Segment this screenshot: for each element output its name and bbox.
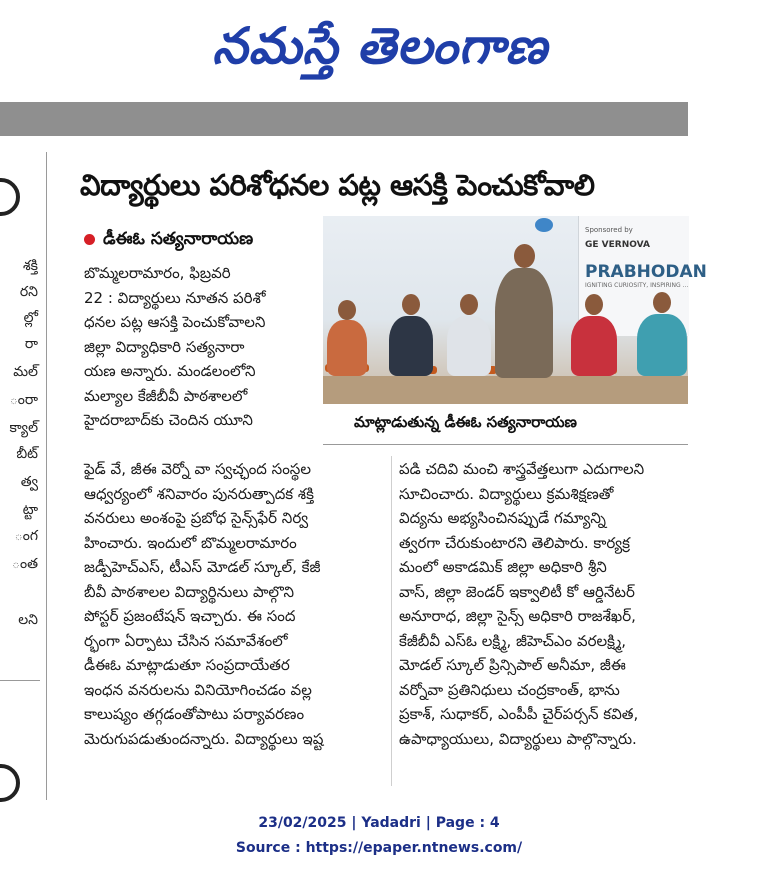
adjacent-text-fragment: ంరా [9, 392, 38, 408]
person-head [460, 294, 478, 315]
text-line: కాలుష్యం తగ్గడంతోపాటు పర్యావరణం [84, 705, 305, 723]
section-header-bar [0, 102, 688, 136]
text-line: త్వరగా చేరుకుంటారని తెలిపారు. కార్యక్ర [399, 533, 630, 552]
text-line: హైదరాబాద్‌కు చెందిన యూని [84, 411, 253, 429]
text-line: పడి చదివి మంచి శాస్త్రవేత్తలుగా ఎదుగాలని [399, 460, 645, 478]
text-line: మోడల్ స్కూల్ ప్రిన్సిపాల్ అనీమా, జీఈ [399, 656, 626, 674]
banner-sponsor-label: Sponsored by [585, 226, 633, 234]
adjacent-text-fragment: ట్టా [22, 502, 38, 518]
text-line: ఆధ్వర్యంలో శనివారం పునరుత్పాదక శక్తి [84, 484, 314, 503]
text-line: ధనల పట్ల ఆసక్తి పెంచుకోవాలని [84, 313, 266, 331]
text-line: జిల్లా విద్యాధికారి సత్యనారా [84, 337, 245, 356]
text-line: హించారు. ఇందులో బొమ్మలరామారం [84, 533, 297, 552]
article-column-2 [399, 457, 689, 751]
adjacent-text-fragment: బీట్ [16, 446, 38, 462]
person [389, 316, 433, 376]
adjacent-column-divider [0, 680, 40, 681]
byline-text: డీఈఓ సత్యనారాయణ [103, 229, 254, 249]
person [571, 316, 617, 376]
text-line: డీఈఓ మాట్లాడుతూ సంప్రదాయేతర [84, 656, 290, 674]
balloon-icon [535, 218, 553, 232]
text-line: వర్నోవా ప్రతినిధులు చంద్రకాంత్, భాను [399, 680, 620, 699]
text-line: మంలో అకాడమిక్ జిల్లా అధికారి శ్రీని [399, 558, 607, 576]
text-line: మెరుగుపడుతుందన్నారు. విద్యార్థులు ఇష్ట [84, 729, 324, 748]
adjacent-article-column [0, 150, 46, 800]
person [637, 314, 687, 376]
photo-floor [323, 376, 688, 404]
article-column-1-bottom [84, 457, 384, 751]
article-photo [323, 216, 707, 404]
adjacent-text-fragment: క్యాల్ [9, 420, 38, 436]
caption-rule [323, 444, 688, 445]
text-line: ఫైడ్ వే, జీఈ వెర్నో వా స్వచ్ఛంద సంస్థల [84, 460, 311, 478]
column-divider [391, 456, 392, 786]
person [447, 316, 491, 376]
text-line: విద్యను అభ్యసించినప్పుడే గమ్యాన్ని [399, 509, 606, 527]
speaker [495, 268, 553, 378]
person [327, 320, 367, 376]
adjacent-text-fragment: శక్తి [22, 258, 38, 274]
adjacent-text-fragment: రా [24, 336, 38, 352]
photo-caption: మాట్లాడుతున్న డీఈఓ సత్యనారాయణ [354, 413, 577, 431]
footer-date-line: 23/02/2025 | Yadadri | Page : 4 [258, 815, 500, 831]
adjacent-text-fragment: త్వ [20, 474, 38, 490]
banner-tagline: IGNITING CURIOSITY, INSPIRING ... [585, 282, 689, 289]
text-line: సూచించారు. విద్యార్థులు క్రమశిక్షణతో [399, 484, 614, 503]
adjacent-text-fragment: ంత [11, 556, 38, 572]
person-head [653, 292, 671, 313]
masthead [0, 0, 758, 100]
text-line: ఉపాధ్యాయులు, విద్యార్థులు పాల్గొన్నారు. [399, 729, 637, 748]
article-headline: విద్యార్థులు పరిశోధనల పట్ల ఆసక్తి పెంచుకోవాలి [80, 168, 595, 202]
article-byline [84, 226, 253, 252]
text-line: ర్భంగా ఏర్పాటు చేసిన సమావేశంలో [84, 631, 288, 650]
text-line: ఇంధన వనరులను వినియోగించడం వల్ల [84, 680, 312, 699]
text-line: మల్యాల కేజీబీవీ పాఠశాలలో [84, 386, 248, 405]
person-head [338, 300, 356, 320]
text-line: కేజీబీవీ ఎస్‌ఓ లక్ష్మి, జీహెచ్‌ఎం వరలక్ష్మి, [399, 631, 627, 650]
person-head [402, 294, 420, 315]
person-head [585, 294, 603, 315]
text-line: వనరులు అంశంపై ప్రబోధ సైన్స్‌ఫేర్ నిర్వ [84, 509, 309, 527]
column-rule [46, 152, 47, 800]
text-line: పోస్టర్ ప్రజంటేషన్ ఇచ్చారు. ఈ సంద [84, 607, 296, 625]
speaker-head [514, 244, 535, 268]
footer-source-line: Source : https://epaper.ntnews.com/ [235, 840, 523, 856]
text-line: బొమ్మలరామారం, ఫిబ్రవరి [84, 264, 231, 282]
text-line: జడ్పీహెచ్‌ఎస్, టీఎస్ మోడల్ స్కూల్, కేజీ [84, 558, 321, 576]
bullet-dot-icon [84, 234, 95, 245]
banner-title: PRABHODAN [585, 262, 707, 282]
adjacent-text-fragment: లని [18, 612, 38, 628]
text-line: యణ అన్నారు. మండలంలోని [84, 362, 256, 380]
banner-sponsor-name: GE VERNOVA [585, 240, 650, 250]
article-column-1-top [84, 261, 316, 433]
adjacent-text-fragment: ంగ [14, 528, 38, 544]
text-line: 22 : విద్యార్థులు నూతన పరిశో [84, 288, 266, 307]
text-line: వాస్, జిల్లా జెండర్ ఇక్వాలిటీ కో ఆర్డినేటర్ [399, 582, 635, 601]
newspaper-logo: నమస్తే తెలంగాణ [212, 16, 548, 75]
text-line: బీవీ పాఠశాలల విద్యార్థినులు పాల్గొని [84, 582, 295, 601]
adjacent-text-fragment: ల్లో [23, 310, 38, 326]
text-line: ప్రకాశ్, సుధాకర్, ఎంపీపీ చైర్‌పర్సన్ కవిత, [399, 705, 639, 723]
adjacent-text-fragment: మల్ [13, 364, 38, 380]
adjacent-text-fragment: రని [19, 284, 38, 300]
text-line: అనూరాధ, జిల్లా సైన్స్ అధికారి రాజశేఖర్, [399, 607, 636, 625]
